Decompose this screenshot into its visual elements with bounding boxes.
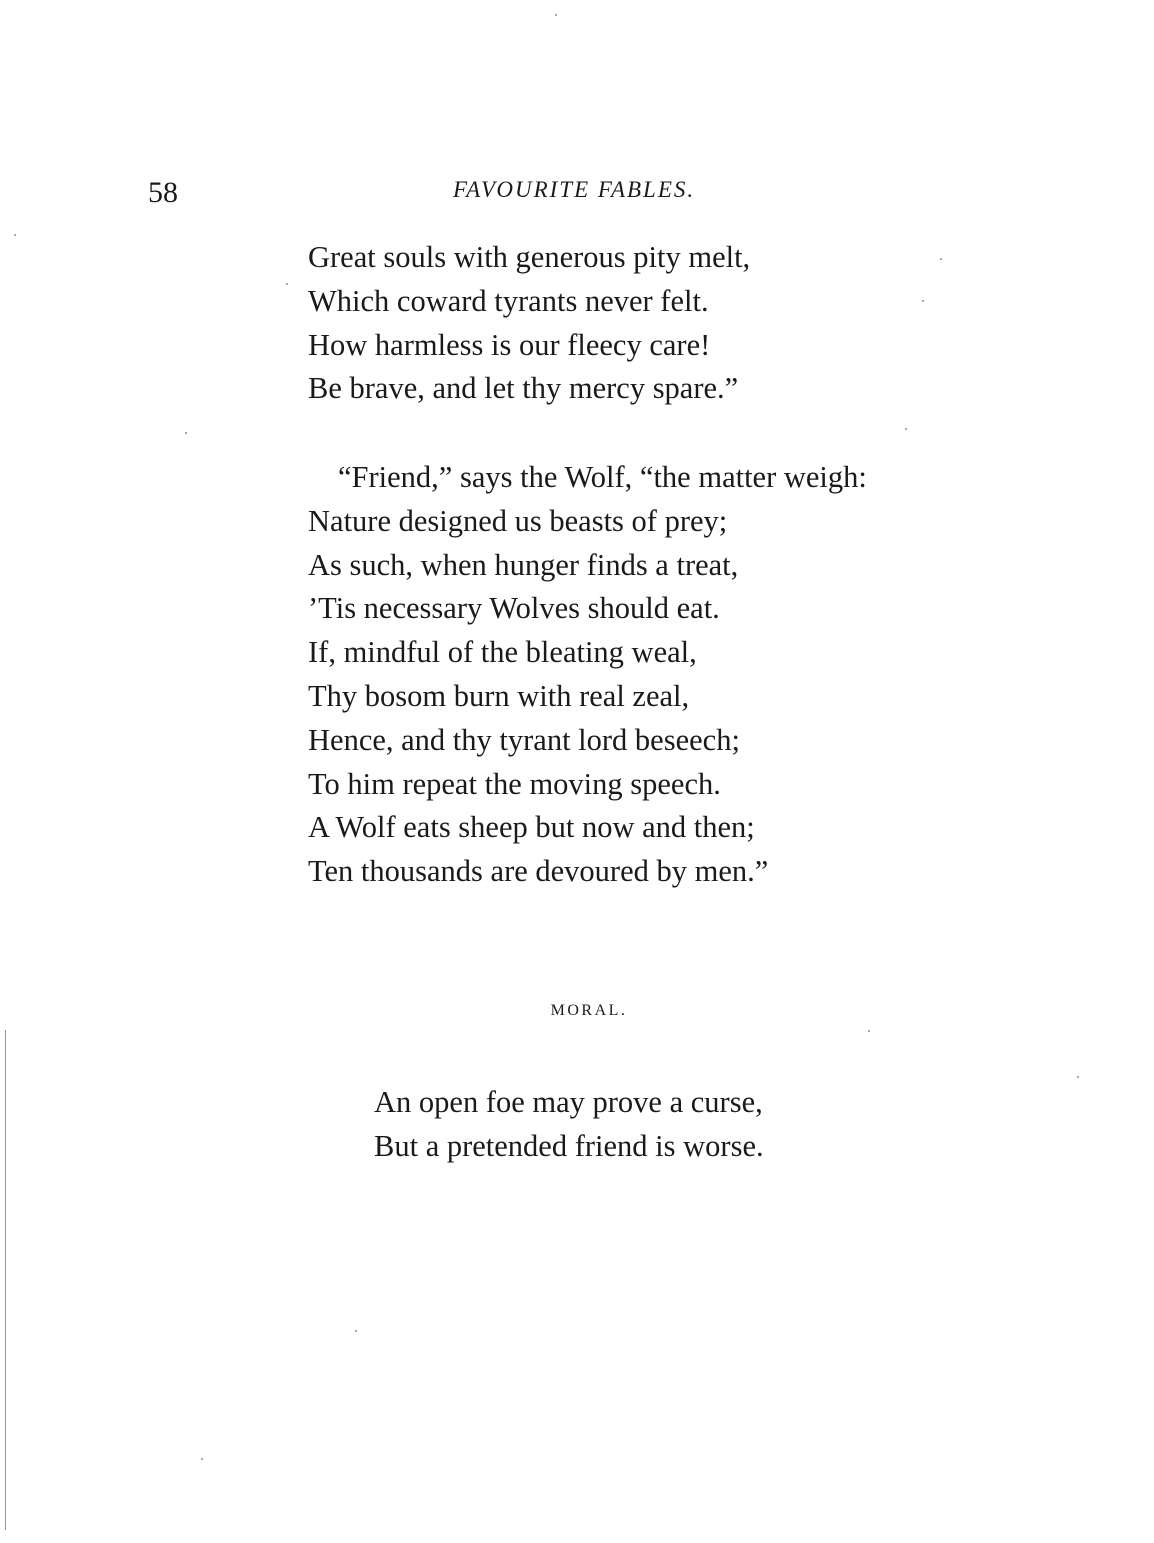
- scan-speck: [1077, 1076, 1079, 1078]
- poem-line: Hence, and thy tyrant lord beseech;: [308, 722, 740, 757]
- scan-speck: [14, 234, 16, 236]
- poem-line: If, mindful of the bleating weal,: [308, 635, 697, 670]
- poem-line: Be brave, and let thy mercy spare.”: [308, 371, 739, 406]
- poem-line: “Friend,” says the Wolf, “the matter weigh:: [338, 460, 867, 494]
- poem-line: To him repeat the moving speech.: [308, 766, 721, 801]
- moral-line: But a pretended friend is worse.: [374, 1129, 764, 1163]
- moral-stanza: [374, 1080, 764, 1168]
- page-number: 58: [148, 176, 178, 209]
- poem-line: Which coward tyrants never felt.: [308, 283, 709, 318]
- moral-line: An open foe may prove a curse,: [374, 1085, 763, 1119]
- scan-speck: [922, 300, 924, 302]
- poem-stanza-1: [308, 236, 750, 411]
- poem-line: How harmless is our fleecy care!: [308, 327, 711, 362]
- scan-speck: [185, 432, 187, 434]
- scan-speck: [555, 14, 557, 16]
- poem-line: Ten thousands are devoured by men.”: [308, 854, 769, 889]
- poem-line: ’Tis necessary Wolves should eat.: [308, 591, 720, 626]
- poem-line: Nature designed us beasts of prey;: [308, 503, 728, 538]
- scan-speck: [286, 283, 288, 285]
- scan-edge-line: [5, 1030, 6, 1530]
- scan-speck: [940, 258, 942, 260]
- poem-stanza-2: [308, 456, 867, 894]
- poem-line: Thy bosom burn with real zeal,: [308, 678, 690, 713]
- moral-heading-text: MORAL.: [550, 1002, 628, 1019]
- poem-line: Great souls with generous pity melt,: [308, 240, 751, 274]
- poem-line: As such, when hunger finds a treat,: [308, 547, 739, 582]
- running-head: FAVOURITE FABLES.: [453, 177, 696, 202]
- poem-line: A Wolf eats sheep but now and then;: [308, 810, 755, 845]
- scan-speck: [868, 1030, 870, 1032]
- scan-speck: [905, 428, 907, 430]
- scan-speck: [201, 1458, 203, 1460]
- scan-speck: [355, 1330, 357, 1332]
- moral-heading: [0, 1003, 1154, 1019]
